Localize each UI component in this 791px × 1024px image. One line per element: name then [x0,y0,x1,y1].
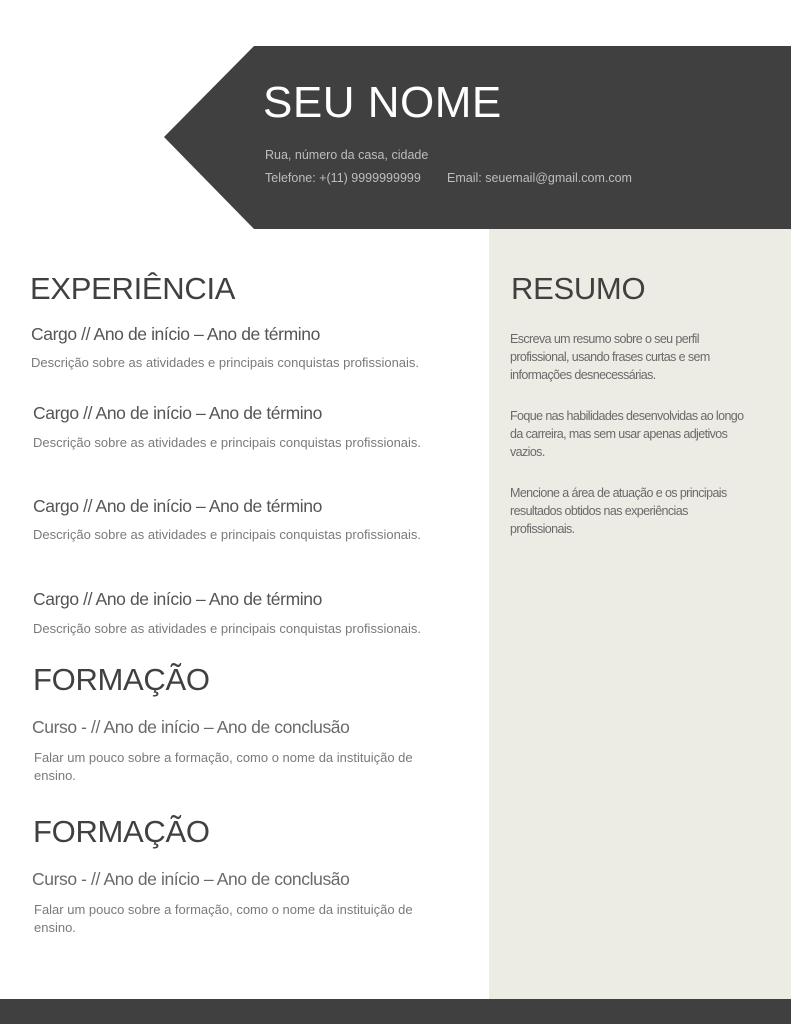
experience-item-title: Cargo // Ano de início – Ano de término [33,403,322,423]
experience-item-description: Descrição sobre as atividades e principais conquistas profissionais. [33,621,422,636]
summary-paragraph: Foque nas habilidades desenvolvidas ao longo da carreira, mas sem usar apenas adjetivos vazios. [510,409,744,459]
education-item-description: Falar um pouco sobre a formação, como o nome da instituição de ensino. [34,902,413,935]
phone-line: Telefone: +(11) 9999999999 [265,171,421,185]
summary-section-title: RESUMO [511,271,646,306]
education-item-title: Curso - // Ano de início – Ano de conclusão [32,717,350,737]
experience-item-title: Cargo // Ano de início – Ano de término [33,589,322,609]
experience-item-description: Descrição sobre as atividades e principais conquistas profissionais. [33,435,422,450]
experience-item-description: Descrição sobre as atividades e principais conquistas profissionais. [33,527,422,542]
experience-item-title: Cargo // Ano de início – Ano de término [33,496,322,516]
education-item-description: Falar um pouco sobre a formação, como o nome da instituição de ensino. [34,750,413,783]
header-banner [164,46,791,229]
experience-item-title: Cargo // Ano de início – Ano de término [31,324,320,344]
education-section-title: FORMAÇÃO [33,814,210,849]
person-name: SEU NOME [263,78,502,127]
experience-section-title: EXPERIÊNCIA [30,271,236,306]
footer-bar [0,999,791,1024]
summary-paragraph: Escreva um resumo sobre o seu perfil profissional, usando frases curtas e sem informações desnecessárias. [510,332,710,382]
education-section-title: FORMAÇÃO [33,662,210,697]
summary-paragraph: Mencione a área de atuação e os principais resultados obtidos nas experiências profissionais. [510,486,727,536]
education-item-title: Curso - // Ano de início – Ano de conclusão [32,869,350,889]
email-line: Email: seuemail@gmail.com.com [447,171,632,185]
address-line: Rua, número da casa, cidade [265,148,429,162]
experience-item-description: Descrição sobre as atividades e principais conquistas profissionais. [31,355,420,370]
